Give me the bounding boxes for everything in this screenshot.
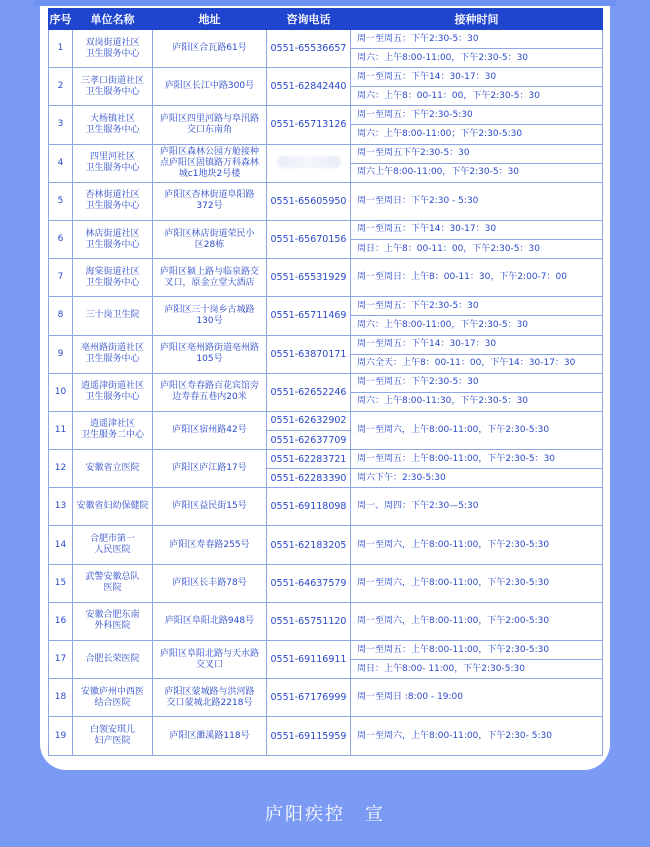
- unit-name: 海棠街道社区 卫生服务中心: [73, 259, 153, 297]
- row-number: 3: [49, 106, 73, 144]
- unit-name: 白领安琪儿 妇产医院: [73, 717, 153, 756]
- row-number: 15: [49, 564, 73, 602]
- row-number: 12: [49, 450, 73, 488]
- unit-address: 庐阳区益民街15号: [153, 488, 267, 526]
- header-num: 序号: [49, 9, 73, 30]
- schedule-card: [40, 0, 610, 770]
- unit-address: 庐阳区亳州路街道亳州路 105号: [153, 335, 267, 373]
- table-row: [49, 717, 603, 736]
- phone-number: 0551-69115959: [267, 717, 351, 756]
- vaccination-time: 周六全天：上午8：00-11：00，下午14：30-17：30: [351, 354, 603, 373]
- vaccination-time: 周一至周六，上午8:00-11:00，下午2:30-5:30: [351, 526, 603, 564]
- unit-address: 庐阳区三十岗乡古城路 130号: [153, 297, 267, 335]
- unit-name: 三十岗卫生院: [73, 297, 153, 335]
- unit-name: 林店街道社区 卫生服务中心: [73, 220, 153, 258]
- unit-address: 庐阳区阜阳北路948号: [153, 602, 267, 640]
- unit-address: 庐阳区长江中路300号: [153, 68, 267, 106]
- unit-address: 庐阳区阜阳北路与天水路 交叉口: [153, 641, 267, 679]
- phone-number: 0551-62637709: [267, 430, 351, 449]
- vaccination-time: 周一至周六，上午8:00-11:00，下午2:00-5:30: [351, 602, 603, 640]
- unit-name: 安徽合肥东南 外科医院: [73, 602, 153, 640]
- unit-name: 合肥市第一 人民医院: [73, 526, 153, 564]
- vaccination-time: 周六下午：2:30-5:30: [351, 469, 603, 488]
- vaccination-time: 周一至周五：上午8:00-11:00，下午2:30-5:30: [351, 641, 603, 660]
- vaccination-time: 周一至周日：下午2:30 - 5:30: [351, 182, 603, 220]
- table-row: [49, 220, 603, 239]
- unit-address: 庐阳区宿州路42号: [153, 411, 267, 449]
- unit-address: 庐阳区濉溪路118号: [153, 717, 267, 756]
- row-number: 10: [49, 373, 73, 411]
- table-row: [49, 68, 603, 87]
- unit-address: 庐阳区庐江路17号: [153, 450, 267, 488]
- vaccination-time: 周六：上午8：00-11：00，下午2:30-5：30: [351, 87, 603, 106]
- unit-name: 安徽省立医院: [73, 450, 153, 488]
- row-number: 9: [49, 335, 73, 373]
- phone-number: 0551-62842440: [267, 68, 351, 106]
- unit-address: 庐阳区林店街道荣民小 区28栋: [153, 220, 267, 258]
- table-body: [49, 30, 603, 756]
- table-row: [49, 564, 603, 583]
- unit-name: 三孝口街道社区 卫生服务中心: [73, 68, 153, 106]
- unit-name: 武警安徽总队 医院: [73, 564, 153, 602]
- phone-number: 0551-65531929: [267, 259, 351, 297]
- phone-number: 0551-65751120: [267, 602, 351, 640]
- vaccination-time: 周一至周日 :8:00 - 19:00: [351, 679, 603, 717]
- unit-address: 庐阳区寿春路百花宾馆旁 边寿春五巷内20米: [153, 373, 267, 411]
- row-number: 18: [49, 679, 73, 717]
- phone-number: 0551-63870171: [267, 335, 351, 373]
- phone-number: 0551-67176999: [267, 679, 351, 717]
- phone-number: 0551-69116911: [267, 641, 351, 679]
- vaccination-time: 周一至周五：下午2:30-5：30: [351, 297, 603, 316]
- phone-number: 0551-62183205: [267, 526, 351, 564]
- vaccination-time: 周六：上午8:00-11:30，下午2:30-5：30: [351, 392, 603, 411]
- unit-address: 庐阳区四里河路与阜汛路 交口东南角: [153, 106, 267, 144]
- unit-address: 庐阳区杏林街道阜阳路 372号: [153, 182, 267, 220]
- unit-name: 杏林街道社区 卫生服务中心: [73, 182, 153, 220]
- phone-number: 0551-62632902: [267, 411, 351, 430]
- table-row: [49, 373, 603, 392]
- phone-number: 0551-62283390: [267, 469, 351, 488]
- phone-number: 0551-65713126: [267, 106, 351, 144]
- phone-number: 0551-65605950: [267, 182, 351, 220]
- vaccination-time: 周六上午8:00-11:00，下午2:30-5：30: [351, 163, 603, 182]
- table-header-row: [49, 9, 603, 30]
- table-row: [49, 144, 603, 163]
- vaccination-time: 周日：上午8：00-11：00，下午2:30-5：30: [351, 240, 603, 259]
- unit-name: 逍遥津社区 卫生服务二中心: [73, 411, 153, 449]
- unit-name: 四里河社区 卫生服务中心: [73, 144, 153, 182]
- vaccination-time: 周一至周五：下午2:30-5：30: [351, 373, 603, 392]
- vaccination-time: 周一至周五：上午8:00-11:00，下午2:30-5：30: [351, 450, 603, 469]
- vaccination-time: 周六：上午8:00-11:00，下午2:30-5：30: [351, 316, 603, 335]
- row-number: 4: [49, 144, 73, 182]
- unit-name: 安徽省妇幼保健院: [73, 488, 153, 526]
- table-row: [49, 30, 603, 49]
- unit-address: 庐阳区蒙城路与洪河路 交口蒙城北路2218号: [153, 679, 267, 717]
- footer-credit: 庐阳疾控 宣: [265, 804, 385, 825]
- unit-name: 大杨镇社区 卫生服务中心: [73, 106, 153, 144]
- table-row: [49, 182, 603, 201]
- vaccination-time: 周日：上午8:00- 11:00，下午2:30-5:30: [351, 660, 603, 679]
- unit-address: 庐阳区寿春路255号: [153, 526, 267, 564]
- table-row: [49, 106, 603, 125]
- vaccination-time: 周一至周五：下午14：30-17：30: [351, 335, 603, 354]
- blurred-phone: [277, 156, 341, 168]
- header-time: 接种时间: [351, 9, 603, 30]
- table-row: [49, 411, 603, 430]
- phone-number: 0551-62652246: [267, 373, 351, 411]
- table-row: [49, 297, 603, 316]
- vaccination-time: 周一至周六，上午8:00-11:00，下午2:30-5:30: [351, 564, 603, 602]
- row-number: 6: [49, 220, 73, 258]
- row-number: 16: [49, 602, 73, 640]
- vaccination-time: 周一至周五：下午14：30-17：30: [351, 220, 603, 239]
- vaccination-table: [48, 8, 603, 756]
- unit-address: 庐阳区合瓦路61号: [153, 30, 267, 68]
- phone-number: [267, 144, 351, 182]
- phone-number: 0551-65536657: [267, 30, 351, 68]
- unit-address: 庐阳区森林公园方舱接种 点庐阳区固镇路万科森林 城c1地块2号楼: [153, 144, 267, 182]
- table-row: [49, 335, 603, 354]
- vaccination-time: 周一至周六，上午8:00-11:00，下午2:30- 5:30: [351, 717, 603, 756]
- unit-name: 合肥长荣医院: [73, 641, 153, 679]
- vaccination-time: 周一至周五下午2:30-5：30: [351, 144, 603, 163]
- unit-name: 安徽庐州中西医 结合医院: [73, 679, 153, 717]
- table-row: [49, 602, 603, 621]
- vaccination-time: 周一至周六，上午8:00-11:00，下午2:30-5:30: [351, 411, 603, 449]
- table-row: [49, 679, 603, 698]
- row-number: 1: [49, 30, 73, 68]
- phone-number: 0551-64637579: [267, 564, 351, 602]
- vaccination-time: 周一、周四：下午2:30—5:30: [351, 488, 603, 526]
- row-number: 19: [49, 717, 73, 756]
- row-number: 2: [49, 68, 73, 106]
- unit-name: 双岗街道社区 卫生服务中心: [73, 30, 153, 68]
- vaccination-time: 周六：上午8:00-11:00，下午2:30-5：30: [351, 49, 603, 68]
- vaccination-time: 周一至周五：下午2:30-5:30: [351, 106, 603, 125]
- row-number: 11: [49, 411, 73, 449]
- unit-name: 亳州路街道社区 卫生服务中心: [73, 335, 153, 373]
- row-number: 5: [49, 182, 73, 220]
- phone-number: 0551-62283721: [267, 450, 351, 469]
- header-name: 单位名称: [73, 9, 153, 30]
- phone-number: 0551-65711469: [267, 297, 351, 335]
- table-row: [49, 641, 603, 660]
- vaccination-time: 周一至周五：下午2:30-5：30: [351, 30, 603, 49]
- vaccination-time: 周一至周日：上午8：00-11：30，下午2:00-7：00: [351, 259, 603, 297]
- table-row: [49, 259, 603, 278]
- row-number: 8: [49, 297, 73, 335]
- unit-name: 逍遥津街道社区 卫生服务中心: [73, 373, 153, 411]
- row-number: 13: [49, 488, 73, 526]
- unit-address: 庐阳区长丰路78号: [153, 564, 267, 602]
- table-row: [49, 488, 603, 507]
- unit-address: 庐阳区颍上路与临泉路交 叉口，原金立堂大酒店: [153, 259, 267, 297]
- phone-number: 0551-69118098: [267, 488, 351, 526]
- header-phone: 咨询电话: [267, 9, 351, 30]
- phone-number: 0551-65670156: [267, 220, 351, 258]
- table-row: [49, 450, 603, 469]
- row-number: 14: [49, 526, 73, 564]
- row-number: 17: [49, 641, 73, 679]
- table-row: [49, 526, 603, 545]
- row-number: 7: [49, 259, 73, 297]
- vaccination-time: 周一至周五：下午14：30-17：30: [351, 68, 603, 87]
- header-address: 地址: [153, 9, 267, 30]
- vaccination-time: 周六：上午8:00-11:00；下午2:30-5:30: [351, 125, 603, 144]
